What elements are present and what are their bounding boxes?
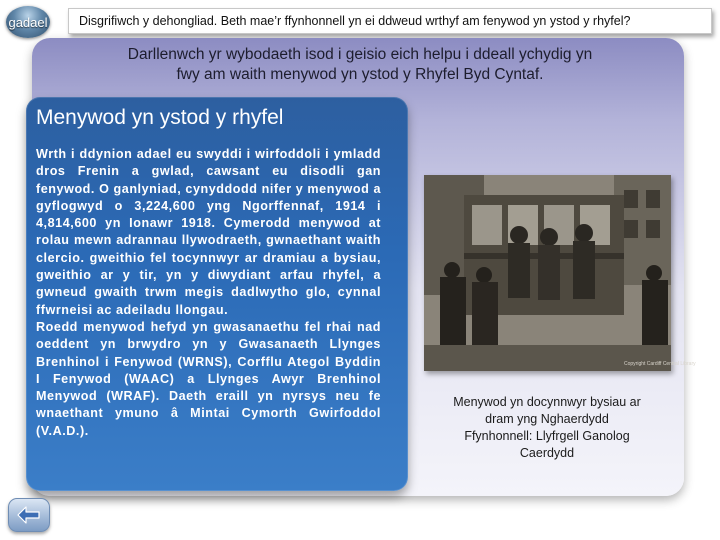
question-bar: [68, 8, 712, 34]
intro-line-1: Darllenwch yr wybodaeth isod i geisio eich helpu i ddeall ychydig yn: [127, 46, 593, 63]
back-arrow-icon: [16, 505, 42, 525]
photo-credit: Copyright Cardiff Central Library: [624, 361, 696, 367]
caption-line-2: dram yng Nghaerdydd: [485, 412, 609, 426]
intro-line-2: fwy am waith menywod yn ystod y Rhyfel Byd Cyntaf.: [176, 66, 544, 83]
caption-line-1: Menywod yn docynnwyr bysiau ar: [453, 395, 641, 409]
caption-line-4: Caerdydd: [519, 446, 575, 460]
article-paragraph-2: Roedd menywod hefyd yn gwasanaethu fel rhai nad oeddent yn brwydro yn y Gwasanaeth Llynges Brenhinol i Fenywod (WRNS), Corfflu Ategol Byddin I Fenywod (WAAC) a Llynges Awyr Brenhinol Menywod (WRAF). Daeth eraill yn nyrsys neu fe wnaethant ymuno â Mintai Cymorth Gwirfoddol (V.A.D.).: [36, 319, 381, 438]
caption-line-3: Ffynhonnell: Llyfrgell Ganolog: [464, 429, 630, 443]
photo-caption: [432, 394, 662, 462]
exit-badge[interactable]: [6, 6, 50, 38]
question-text: Disgrifiwch y dehongliad. Beth mae’r ffynhonnell yn ei ddweud wrthyf am fenywod yn ystod y rhyfel?: [79, 14, 631, 28]
tram-photo-illustration: [424, 175, 696, 371]
back-button[interactable]: [8, 498, 50, 532]
article-title: Menywod yn ystod y rhyfel: [36, 106, 284, 129]
exit-badge-label: gadael: [8, 14, 48, 30]
article-body: [36, 146, 381, 440]
article-paragraph-1: Wrth i ddynion adael eu swyddi i wirfoddoli i ymladd dros Frenin a gwlad, cawsant eu disodli gan fenywod. O ganlyniad, cynyddodd nifer y menywod a gyflogwyd o 3,224,600 yng Ngorffennaf, 1914 i 4,814,600 yn Ionawr 1918. Cymerodd menywod at rolau mewn adrannau llywodraeth, gwnaethant waith clercio. gweithio fel tocynnwyr ar dramiau a bysiau, gweithio ar y tir, yn y diwydiant arfau rhyfel, a gwneud gwaith trwm megis dadlwytho glo, cynnal ffwrneisi ac adeiladu llongau.: [36, 147, 381, 317]
intro-text: [60, 45, 660, 85]
tram-photo: [424, 175, 696, 371]
